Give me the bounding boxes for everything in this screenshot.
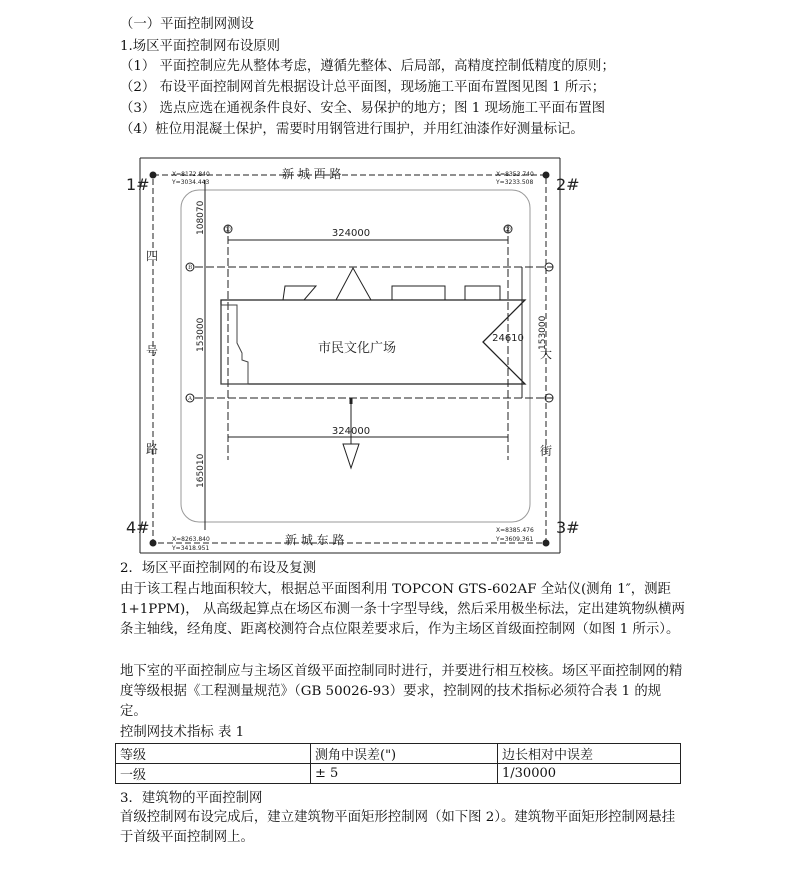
principle-item: （3） 选点应选在通视条件良好、安全、易保护的地方；图 1 现场施工平面布置图 xyxy=(120,101,606,116)
dimension-label: 108070 xyxy=(196,200,206,235)
coordinate-label: X=8385.476 xyxy=(496,527,534,534)
axis-mark: Ⓐ xyxy=(186,394,194,403)
table-header-cell: 等级 xyxy=(116,744,311,764)
road-label-right: 大 xyxy=(540,347,553,361)
road-label-left: 路 xyxy=(146,442,159,456)
principle-item: （2） 布设平面控制网首先根据设计总平面图，现场施工平面布置图见图 1 所示； xyxy=(120,80,606,95)
spec-table xyxy=(115,743,681,784)
principle-item: （1） 平面控制应先从整体考虑，遵循先整体、后局部，高精度控制低精度的原则； xyxy=(120,59,615,74)
subsection-title: 1.场区平面控制网布设原则 xyxy=(120,39,281,54)
road-label-bottom: 新 城 东 路 xyxy=(285,533,345,547)
coordinate-label: Y=3034.443 xyxy=(172,179,210,186)
table-row xyxy=(116,764,681,784)
body-paragraph: 地下室的平面控制应与主场区首级平面控制同时进行，并要进行相互校核。场区平面控制网的精度等级根据《工程测量规范》（GB 50026-93）要求，控制网的技术指标必须符合表 1 的规定。 xyxy=(120,664,683,719)
dimension-label: 165010 xyxy=(196,453,206,488)
axis-mark: Ⓑ xyxy=(186,263,194,272)
dimension-label: 153000 xyxy=(196,317,206,352)
body-paragraph: 由于该工程占地面积较大，根据总平面图利用 TOPCON GTS-602AF 全站仪(测角 1″，测距 1+1PPM)， 从高级起算点在场区布测一条十字型导线，然后采用极坐标法，定出建筑物纵横两条主轴线，经角度、距离校测符合点位限差要求后，作为主场区首级面控制网（如图 1 所示）。 xyxy=(120,582,685,637)
coordinate-label: X=8263.840 xyxy=(172,536,210,543)
coordinate-label: X=8172.840 xyxy=(172,171,210,178)
coordinate-label: Y=3609.361 xyxy=(496,536,534,543)
road-label-right: 街 xyxy=(540,444,553,458)
dimension-label: 153000 xyxy=(538,315,548,350)
section-title: （一）平面控制网测设 xyxy=(120,17,254,32)
corner-label: 3# xyxy=(556,518,580,537)
table-header-cell: 边长相对中误差 xyxy=(498,744,681,764)
principle-item: （4）桩位用混凝土保护，需要时用钢管进行围护，并用红油漆作好测量标记。 xyxy=(120,122,584,137)
road-label-left: 号 xyxy=(146,344,159,358)
table-caption: 控制网技术指标 表 1 xyxy=(120,725,245,740)
axis-mark: ① xyxy=(224,225,232,234)
road-label-top: 新 城 西 路 xyxy=(282,167,342,181)
coordinate-label: X=8353.740 xyxy=(496,171,534,178)
corner-label: 4# xyxy=(126,518,150,537)
body-paragraph: 首级控制网布设完成后，建立建筑物平面矩形控制网（如下图 2）。建筑物平面矩形控制网悬挂于首级平面控制网上。 xyxy=(120,810,676,845)
subsection-title: 3．建筑物的平面控制网 xyxy=(120,791,263,806)
coordinate-label: Y=3418.951 xyxy=(172,545,210,552)
building-label: 市民文化广场 xyxy=(318,341,397,356)
axis-mark: ② xyxy=(504,225,512,234)
coordinate-label: Y=3233.508 xyxy=(496,179,534,186)
table-cell: 一级 xyxy=(116,764,311,784)
table-cell: ± 5 xyxy=(311,764,498,784)
table-header-row xyxy=(116,744,681,764)
dimension-label: 324000 xyxy=(331,426,371,437)
table-header-cell: 测角中误差(") xyxy=(311,744,498,764)
corner-label: 2# xyxy=(556,175,580,194)
table-cell: 1/30000 xyxy=(498,764,681,784)
subsection-title: 2．场区平面控制网的布设及复测 xyxy=(120,561,316,576)
dimension-label: 24610 xyxy=(492,333,524,344)
road-label-left: 四 xyxy=(146,249,159,263)
dimension-label: 324000 xyxy=(331,228,371,239)
corner-label: 1# xyxy=(126,175,150,194)
